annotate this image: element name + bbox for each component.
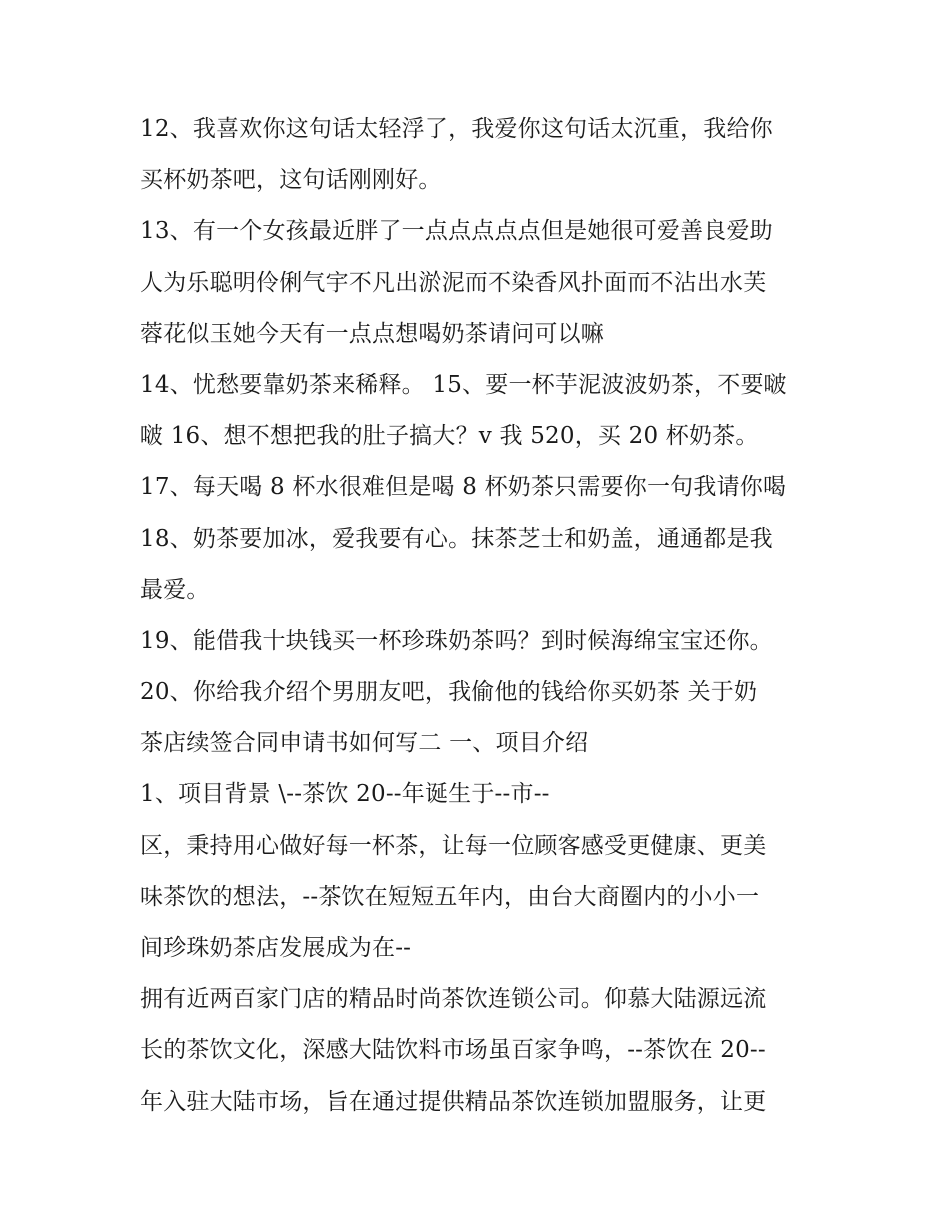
text-line: 蓉花似玉她今天有一点点想喝奶茶请问可以嘛 [140, 320, 604, 347]
text-line: 12、我喜欢你这句话太轻浮了，我爱你这句话太沉重，我给你 [140, 116, 773, 142]
text-line: 买杯奶茶吧，这句话刚刚好。 [140, 167, 442, 194]
text-line: 拥有近两百家门店的精品时尚茶饮连锁公司。仰慕大陆源远流 [140, 986, 767, 1013]
text-line: 间珍珠奶茶店发展成为在-- [140, 935, 412, 961]
text-line: 17、每天喝 8 杯水很难但是喝 8 杯奶茶只需要你一句我请你喝 [140, 474, 787, 501]
text-line: 啵 16、想不想把我的肚子搞大？v 我 520，买 20 杯奶茶。 [140, 423, 759, 450]
text-line: 18、奶茶要加冰，爱我要有心。抹茶芝士和奶盖，通通都是我 [140, 525, 773, 552]
text-line: 19、能借我十块钱买一杯珍珠奶茶吗？到时候海绵宝宝还你。 [140, 627, 773, 654]
text-line: 最爱。 [140, 576, 210, 603]
text-line: 年入驻大陆市场，旨在通过提供精品茶饮连锁加盟服务，让更 [140, 1088, 767, 1115]
text-line: 1、项目背景 \--茶饮 20--年诞生于--市-- [140, 781, 550, 808]
text-line: 13、有一个女孩最近胖了一点点点点点但是她很可爱善良爱助 [140, 218, 773, 245]
text-line: 茶店续签合同申请书如何写二 一、项目介绍 [140, 730, 589, 757]
text-line: 20、你给我介绍个男朋友吧，我偷他的钱给你买奶茶 关于奶 [140, 679, 758, 706]
document-body [140, 104, 820, 1128]
text-line: 味茶饮的想法，--茶饮在短短五年内，由台大商圈内的小小一 [140, 883, 760, 910]
text-line: 长的茶饮文化，深感大陆饮料市场虽百家争鸣，--茶饮在 20-- [140, 1037, 766, 1064]
text-line: 区，秉持用心做好每一杯茶，让每一位顾客感受更健康、更美 [140, 832, 767, 859]
text-line: 人为乐聪明伶俐气宇不凡出淤泥而不染香风扑面而不沾出水芙 [140, 269, 767, 296]
text-line: 14、忧愁要靠奶茶来稀释。 15、要一杯芋泥波波奶茶，不要啵 [140, 371, 787, 398]
